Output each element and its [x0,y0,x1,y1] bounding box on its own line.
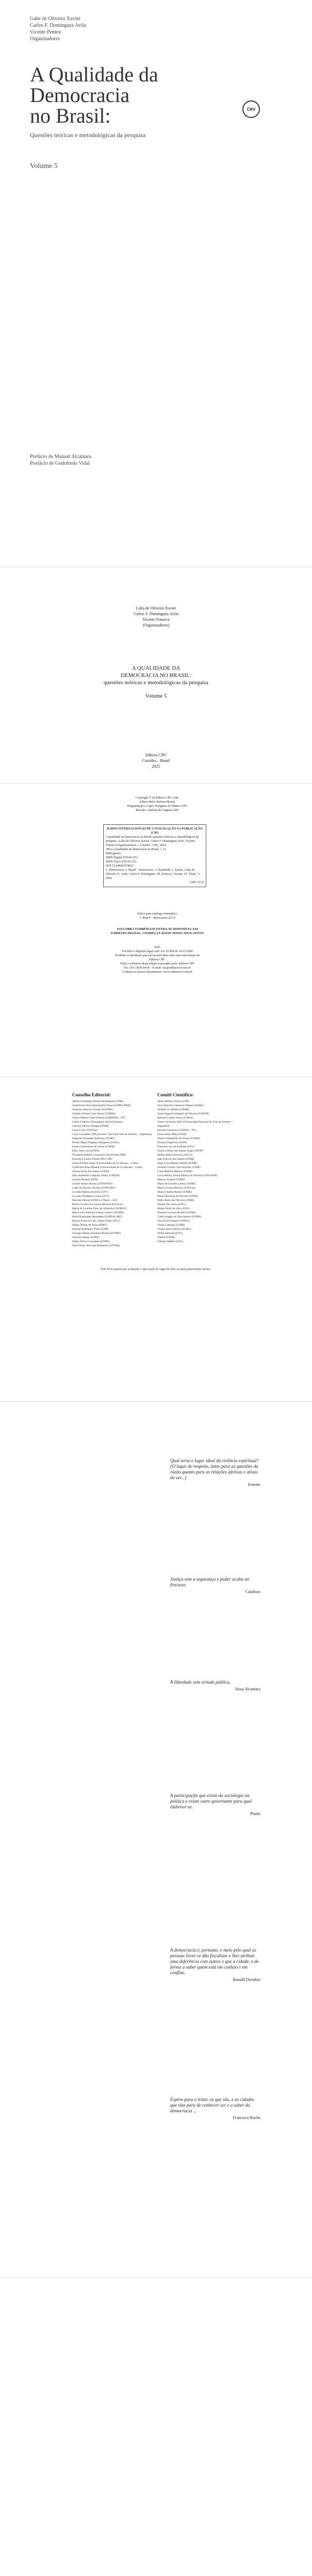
council-member: Luciano Rodrigues Costa (UFV) [72,1195,109,1198]
council-member: Pedro Paulo de Oliveira (UNIR) [157,1199,194,1202]
title-page-author: Carlos F. Domínguez Avila [134,612,178,616]
council-member: Marcelo Paixão (UFRJ e UTexas – US) [72,1199,117,1202]
cover-page [0,0,312,562]
cover-authors [30,15,86,42]
cip-line: 280 p. (Qualidade da democracia no Brasil, v. 5) [106,848,166,851]
cip-line: ISBN Digital 978-65-251- [106,856,139,859]
council-member: Francisco Ari de Andrade (UFC) [157,1145,195,1148]
epigraph-source: Francisco Rocha [233,2115,260,2120]
cip-cdd: CDD 321.8 [189,881,204,884]
epigraph-source: Platão [250,1811,260,1816]
cover-title-line: no Brasil: [30,104,111,127]
council-member: Paulo Henrique de Oliveira (UNIR) [157,1195,198,1198]
cip-line: A qualidade da democracia no Brasil: questões teóricas e metodológicas da pesquisa / Lúlia de Oliveira Xavier, Carlos F. Domínguez Avila, Vicente Fonseca (organizadores). – Curitiba : CRV, 2025. [106,836,199,847]
epigraph-source: Rosa Alcantara [235,1687,260,1691]
council-member: Moacyr Salles Ramos (UNIR) [157,1191,192,1194]
contact-line: 2025 [154,946,160,949]
council-member: Eduardo Fernandes Barbosa (UFMG) [72,1137,115,1140]
cover-title-line: Democracia [30,83,130,107]
council-member: Zanelli (UNIR) [157,1236,175,1239]
council-member: Sydione Santos (UEPG) [72,1236,100,1239]
council-member: Laura Ribeiro Martins (UNIR) [157,1170,192,1173]
title-page-title-line: A QUALIDADE DA [132,665,180,671]
epigraph [170,1458,260,1487]
index-line: 1. Brasil – democracia 321.8 [139,917,175,920]
cover-author-line: Gabe de Oliveira Xavier [30,16,81,22]
publisher-year: 2025 [152,764,160,769]
council-member: Gloria Fariñas León (Universidade de La Havana – Cuba) [72,1162,138,1165]
council-member: Maria Cristina Bezerra (UFSCar) [157,1187,195,1190]
publisher-logo-icon: CRV [242,100,260,118]
council-member: Jorge Luís Mazzeo Mariño (UNIR) [157,1162,198,1165]
council-member: Lídia de Oliveira Xavier (UNIEURO) [72,1187,116,1190]
cover-author-line: Carlos F. Domínguez Avila [30,23,86,28]
council-member: Solange Helena Ximenes-Rocha (UFOPA) [72,1232,121,1235]
council-member: Barbara Coelho Neves (UFBA) [157,1116,193,1120]
cover-preface [30,453,91,467]
council-member: Celso Conti (UFSCar) [72,1129,98,1132]
council-member: Marcos Arnaud (UEPB) [157,1178,185,1181]
epigraph-text: Justiça sem a segurança e poder acaba ao fracasso [170,1577,250,1587]
cip-line: DOI 10.24824/978652 [106,865,134,868]
council-member: João Adalberto Campato Junior (UNESP) [72,1174,120,1177]
contact-line: Tel.: (41) 3039-6418 – E-mail: sac@editoracrv.com.br [123,967,191,970]
digital-notice: ESTA OBRA TAMBÉM ENCONTRA-SE DISPONÍVEL EM FORMATO DIGITAL. CONHEÇA E BAIXE NOSSO APLICATIVO! [111,928,204,935]
scientific-committee-column [157,1092,237,1244]
council-member: Ana Chrystina Venancio Mignot (UERJ) [157,1104,204,1107]
epigraph-source: Ernesto [248,1482,260,1487]
cover-preface-line: Posfácio de Godofredo Vidal [30,461,90,466]
council-member: Eliane Rose Maio (UEM) [157,1133,187,1136]
copyright-line: Copyright © da Editora CRV Ltda. [136,796,179,800]
council-member: Maria Lília Imbiriba Sousa Colares (UFOPA) [72,1211,124,1214]
index-title: Índice para catálogo sistemático [137,912,177,916]
copyright-line: Revisão: Analista de Línguas CRV [136,809,179,812]
title-page-publisher [0,752,312,769]
council-member: Helena Maria Ferreira (UFLA) [157,1154,193,1157]
contact-line: Todos os direitos desta edição reservados pela: Editora CRV [120,962,195,965]
cover-title-line: A Qualidade da [30,63,158,86]
council-member: Francisco Carlos Duarte (PUC-PR) [72,1158,112,1161]
copyright-credits [111,796,204,812]
council-member: Paulo Romualdo Hernandes (UNIFAL-MG) [72,1215,123,1218]
cover-title [30,64,158,126]
contact-line: Proibida a reprodução parcial ou total desta obra sem autorização da Editora CRV [115,954,200,961]
epigraph-source: Catalisso [245,1589,260,1594]
contact-line: Conheça os nossos lançamentos: www.editoracrv.com.br [122,971,193,974]
council-member: Vera Lúcia Gaspar (UDESC) [157,1219,190,1223]
title-page-author: Vicente Fonseca [142,617,170,622]
council-member: Élsio José Corá (UFFS) [72,1149,100,1153]
catalog-index [111,912,204,920]
council-member: Elizeu Clementino de Souza (UNEB) [72,1145,115,1148]
title-page-authors [0,605,312,628]
title-page-title [0,665,312,686]
council-member: Tadeu Oliver Gonçalves (UFPA) [72,1240,109,1243]
council-member: Anna Augusta Sampaio de Oliveira (UNESP) [157,1112,209,1115]
council-member: Cesar Gerónimo Tello (Universidad Nacional de Três de Febrero – Argentina) [157,1121,233,1128]
council-member: Lourdes Helena da Silva (UFV) [72,1191,109,1194]
epigraph [170,1680,260,1692]
council-member: Simone Gouveia da Silva (UNIR) [157,1211,196,1214]
title-page-title-line: DEMOCRACIA NO BRASIL: [121,672,191,679]
council-member: Jucelino Gomes Vasconcellos (UNIR) [157,1166,201,1169]
scientific-committee-title: Comitê Científico: [157,1092,194,1097]
council-member: Fernando Antônio Gonçalves Alcoforado (IPB) [72,1154,126,1157]
council-member: Valdir Aragão do Nascimento (UFMS) [157,1215,202,1218]
epigraph [170,1947,260,1982]
council-member: Carmen Tereza Velanga (UNIR) [72,1125,109,1128]
council-member: Cesar Gerónimo Tello (Univer. Nacional Três de Febrero – Argentina) [72,1133,152,1136]
page-divider [0,1401,312,1402]
contact-line: Foi feito o depósito legal conf. Lei 10.994 de 14/12/2004 [122,950,193,953]
council-member: Maria Cristina dos Santos Bezerra (UFSCar) [72,1203,123,1206]
council-member: Jailson Alves dos Santos (UFRJ) [72,1170,110,1173]
council-member: Maria de Lourdes Lemos (UNIR) [157,1182,195,1185]
cover-author-line: Vicente Penteu [30,29,61,35]
page-divider [0,2277,312,2278]
peer-review-note: Este livro passou por avaliação e aprovação às cegas de dois ou mais pareceristas ad hoc. [101,1268,211,1271]
publisher-city: Curitiba – Brasil [142,758,170,763]
epigraph [170,1793,260,1817]
council-member: Sérgio Paulo da Silva (UFG) [157,1207,190,1210]
cip-line: ISBN Físico 978-65-251- [106,860,138,863]
council-member: Renato Francisco dos Santos Paula (UFG) [72,1219,121,1223]
council-member: Elizeu Clementino de Souza (UNEB) [157,1137,200,1140]
cover-subtitle: Questões teóricas e metodológicas da pesquisa [30,131,146,139]
title-page-volume: Volume 5 [145,693,167,699]
cover-author-line: Organizadores [30,36,60,42]
council-member: Antônio Pereira Gaio Júnior (UFRRJ) [72,1112,116,1115]
epigraph-text: Espero para o leitor, os que são, e as cidades que elas para de conhecer ser e o saber da democracia ... [170,2097,254,2113]
epigraph-source: Ronald Dworkin [233,1977,260,1982]
editorial-board-column [72,1092,152,1248]
council-member: Carlos Federico Dominguez Avila (Unieuro) [72,1121,123,1124]
council-member: Jade Esteves dos Santos (UNIR) [157,1158,194,1161]
cip-title: DADOS INTERNACIONAIS DE CATALOGAÇÃO NA PUBLICAÇÃO (CIP) [107,827,203,835]
epigraph-text: A liberdade sem virtude pública. [170,1680,231,1685]
council-member: Gláucia Maria dos Santos Jorge (UFOP) [157,1149,203,1153]
council-member: Simone Rodrigues Pinto (UNB) [72,1228,109,1231]
epigraph [170,2097,260,2121]
title-page-author: Lúlia de Oliveira Xavier [136,606,176,611]
epigraph-text: Qual seria o lugar ideal da vivência espiritual? [O lugar do respeito, tanto para as questões da razão quanto para as relações afetivas e ativas do ser...] [170,1458,259,1480]
council-member: Guillermo Arias Beatón (Universidade de La Havana – Cuba) [72,1166,142,1169]
council-member: Lucia Marisy Souza Ribeiro de Oliveira (UNIVASF) [157,1174,218,1177]
council-member: Andréia N. Militão (UEMS) [157,1108,190,1111]
publisher-name: Editora CRV [145,753,167,757]
council-member: Tania Suely Azevedo Brasileiro (UFOPA) [72,1244,120,1247]
legal-contact [111,945,204,974]
editorial-board-title: Conselho Editorial: [72,1092,111,1097]
cip-line: 1. Democracia. 2. Brasil – democracia. 3. Qualidade. I. Xavier, Lúlia de Oliveira. II. Avila, Carlos F. Domínguez. III. Fonseca, Vicente. IV. Título. V. Série [106,869,201,880]
copyright-line: Diagramação e Capa: Designers da Editora CRV [127,805,188,808]
council-member: Aldira Guimarães Duarte Domínguez (UNB) [72,1100,124,1103]
council-member: Diosnel Centurion (UNIDA – PY) [157,1129,196,1132]
council-member: Anselmo Alencar Colares (UFOPA) [72,1108,113,1111]
cover-volume: Volume 5 [30,162,58,170]
council-member: Leonel Severo Rocha (UNISINOS) [72,1182,113,1185]
title-page-title-line: questões teóricas e metodológicas da pesquisa [103,680,209,686]
page-divider [0,783,312,784]
council-member: Vilmar Alves Pereira (FURG) [157,1228,191,1231]
cip-line: Bibliografia [106,852,121,855]
epigraph [170,1577,260,1595]
council-member: Altair Alberto Fávero (UPF) [157,1100,190,1103]
council-member: Zulmira Médici (UFS) [157,1240,183,1243]
cip-catalog-box [103,824,206,887]
council-member: Josania Portela (UFPI) [72,1178,98,1181]
council-member: Fauston Negreiros (UFPI) [157,1141,187,1144]
epigraph-text: A participação que existe da sociologia na política e existe outro governante para qual elaborar-se. [170,1793,252,1809]
council-member: Sandra Dias Sena (UFG) [157,1203,186,1206]
epigraph-text: A democracia é, portanto, o meio pelo qual as pessoas livres se dão fiscalizar e lhes atribuir uma deferência com outros e que a cidade, e de forma a saber quem está em conluio e em conflito. [170,1947,259,1975]
council-member: Willer Barbosa (UFG) [157,1232,183,1235]
council-member: Carlos Alberto Vilar Estêvão (UMINHO – PT) [72,1116,125,1120]
copyright-line: Editor-chefe: Railson Moura [139,801,175,804]
council-member: Andréia da Silva Quintanilha Sousa (UNIR/UFRN) [72,1104,131,1107]
council-member: Elione Maria Nogueira Diogenes (UFAL) [72,1141,120,1144]
cover-preface-line: Prefácio de Manuel Alcántara [30,454,92,460]
council-member: Vilma Camargo (UNIR) [157,1224,185,1227]
council-member: Maria de Lourdes Pinto de Almeida (UNOESC) [72,1207,127,1210]
title-page-author: (Organizadores) [142,623,170,628]
council-member: Sérgio Nunes de Jesus (IFRO) [72,1224,107,1227]
